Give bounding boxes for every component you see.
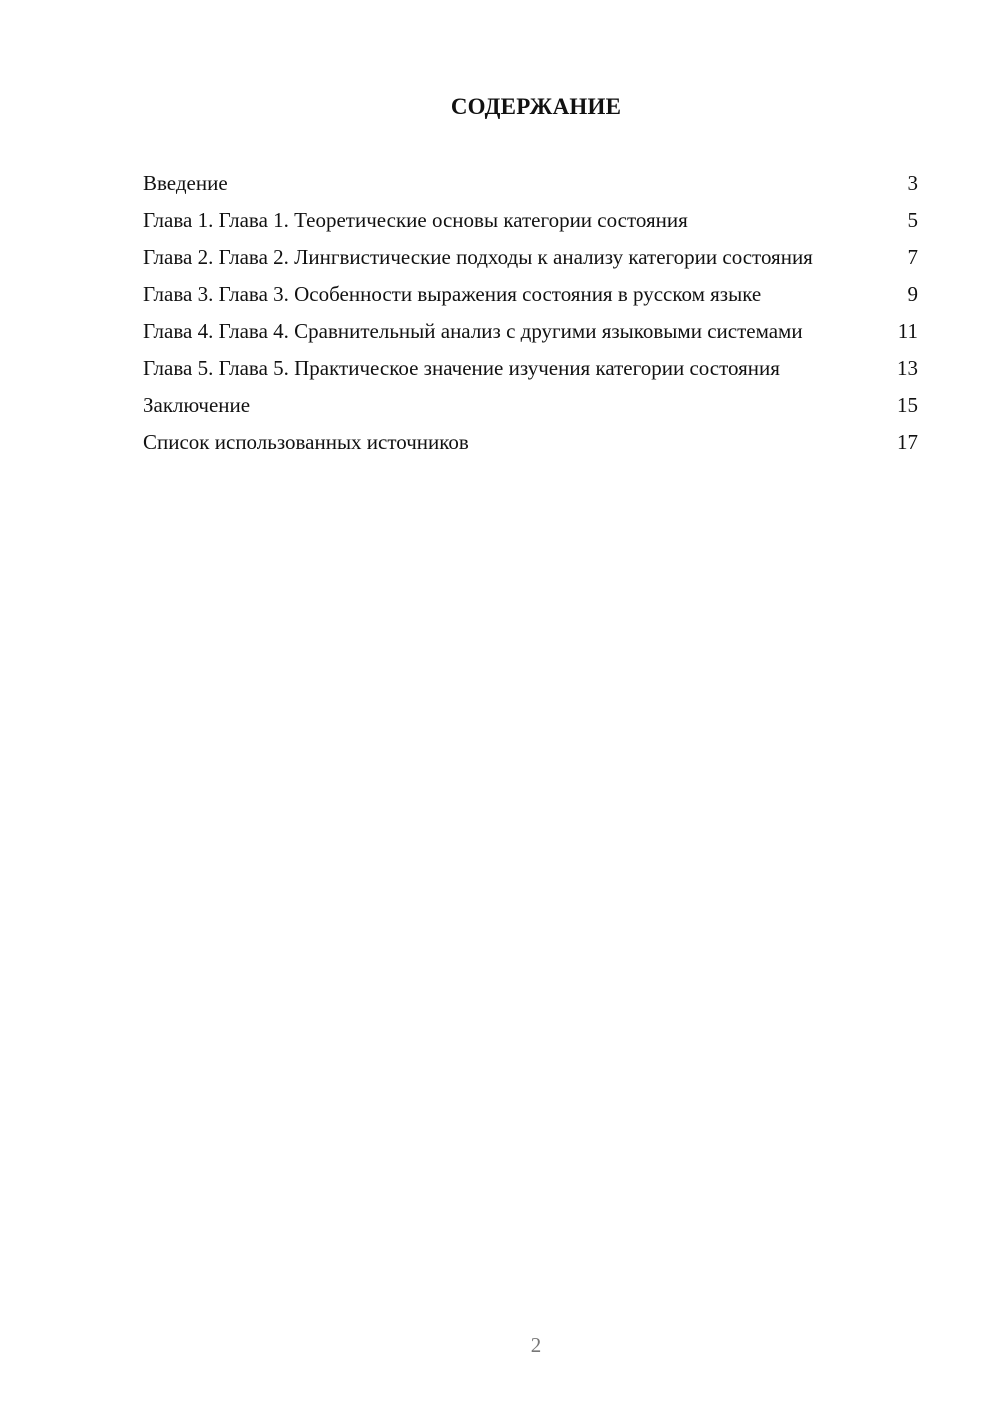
toc-entry-page: 17 [897,430,918,454]
toc-entry-introduction [143,170,918,196]
toc-entry-label: Глава 3. Глава 3. Особенности выражения состояния в русском языке [143,282,762,306]
page-title: СОДЕРЖАНИЕ [450,94,622,119]
toc-entry-conclusion [143,392,918,418]
toc-entry-label: Заключение [143,393,251,417]
toc-entry-page: 15 [897,393,918,417]
toc-entry-chapter-3 [143,281,918,307]
toc-entry-page: 3 [907,171,918,195]
toc-entry-page: 7 [907,245,918,269]
toc-entry-chapter-5 [143,355,918,381]
toc-entry-label: Глава 2. Глава 2. Лингвистические подходы к анализу категории состояния [143,245,813,269]
toc-entry-page: 11 [897,319,918,343]
table-of-contents [143,170,918,466]
toc-entry-label: Глава 1. Глава 1. Теоретические основы категории состояния [143,208,688,232]
toc-entry-page: 9 [907,282,918,306]
toc-entry-chapter-1 [143,207,918,233]
toc-entry-page: 5 [907,208,918,232]
toc-entry-chapter-2 [143,244,918,270]
toc-entry-label: Введение [143,171,228,195]
page-number: 2 [530,1333,542,1357]
toc-entry-page: 13 [897,356,918,380]
toc-entry-label: Список использованных источников [143,430,469,454]
toc-entry-chapter-4 [143,318,918,344]
toc-entry-label: Глава 4. Глава 4. Сравнительный анализ с другими языковыми системами [143,319,803,343]
toc-entry-label: Глава 5. Глава 5. Практическое значение изучения категории состояния [143,356,780,380]
toc-entry-references [143,429,918,455]
